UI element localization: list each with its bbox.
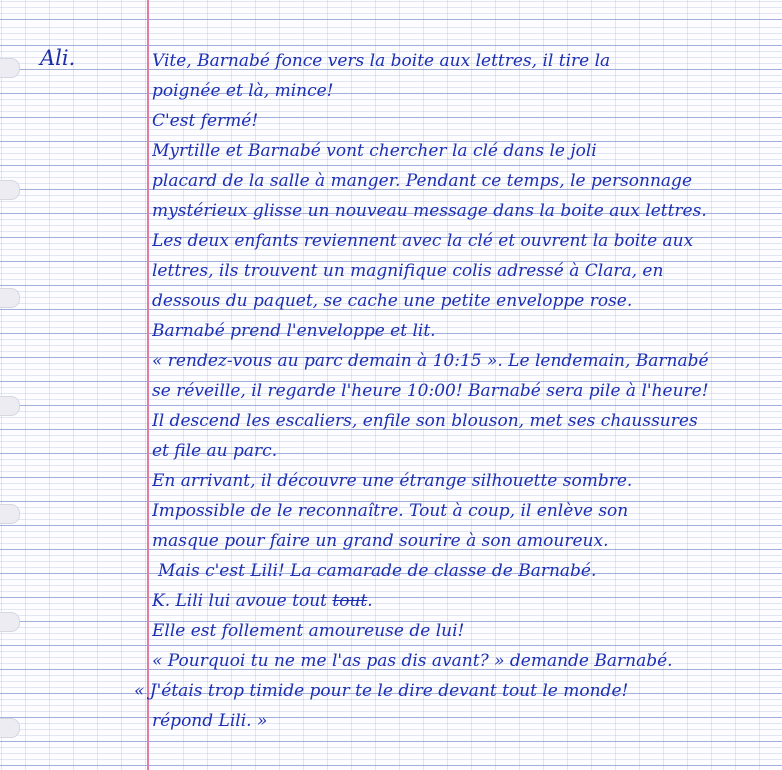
- story-line: lettres, ils trouvent un magnifique colis adressé à Clara, en: [152, 261, 664, 281]
- story-line: Vite, Barnabé fonce vers la boite aux lettres, il tire la: [152, 51, 611, 71]
- story-line: Mais c'est Lili! La camarade de classe de Barnabé.: [158, 561, 597, 581]
- story-line: mystérieux glisse un nouveau message dans la boite aux lettres.: [152, 201, 707, 221]
- story-line: se réveille, il regarde l'heure 10:00! Barnabé sera pile à l'heure!: [152, 381, 709, 401]
- binder-hole: [0, 288, 20, 308]
- story-line: et file au parc.: [152, 441, 278, 461]
- line-prefix: K.: [152, 591, 171, 611]
- binder-hole: [0, 612, 20, 632]
- story-line: C'est fermé!: [152, 111, 259, 131]
- crossed-out-word: tout: [332, 591, 368, 611]
- story-line: « Pourquoi tu ne me l'as pas dis avant? » demande Barnabé.: [152, 651, 673, 671]
- story-line-with-correction: K. Lili lui avoue tout tout.: [152, 591, 373, 611]
- binder-hole: [0, 718, 20, 738]
- binder-hole: [0, 504, 20, 524]
- story-line: masque pour faire un grand sourire à son amoureux.: [152, 531, 609, 551]
- story-line: placard de la salle à manger. Pendant ce temps, le personnage: [152, 171, 692, 191]
- story-line: répond Lili. »: [152, 711, 268, 731]
- story-line: Impossible de le reconnaître. Tout à coup, il enlève son: [152, 501, 629, 521]
- handwritten-story: [134, 46, 774, 736]
- story-line: Il descend les escaliers, enfile son blouson, met ses chaussures: [152, 411, 698, 431]
- story-line: En arrivant, il découvre une étrange silhouette sombre.: [152, 471, 633, 491]
- story-line: dessous du paquet, se cache une petite enveloppe rose.: [152, 291, 633, 311]
- story-line: « rendez-vous au parc demain à 10:15 ». Le lendemain, Barnabé: [152, 351, 709, 371]
- binder-hole: [0, 58, 20, 78]
- story-line: Elle est follement amoureuse de lui!: [152, 621, 465, 641]
- story-line: « J'étais trop timide pour te le dire devant tout le monde!: [134, 681, 629, 701]
- story-line: poignée et là, mince!: [152, 81, 334, 101]
- author-name: Ali.: [40, 46, 76, 70]
- story-line: Barnabé prend l'enveloppe et lit.: [152, 321, 436, 341]
- margin-line: [147, 0, 149, 770]
- binder-hole: [0, 180, 20, 200]
- story-line: Les deux enfants reviennent avec la clé et ouvrent la boite aux: [152, 231, 694, 251]
- story-line-text: Lili lui avoue tout: [175, 591, 327, 611]
- binder-hole: [0, 396, 20, 416]
- story-line: Myrtille et Barnabé vont chercher la clé dans le joli: [152, 141, 597, 161]
